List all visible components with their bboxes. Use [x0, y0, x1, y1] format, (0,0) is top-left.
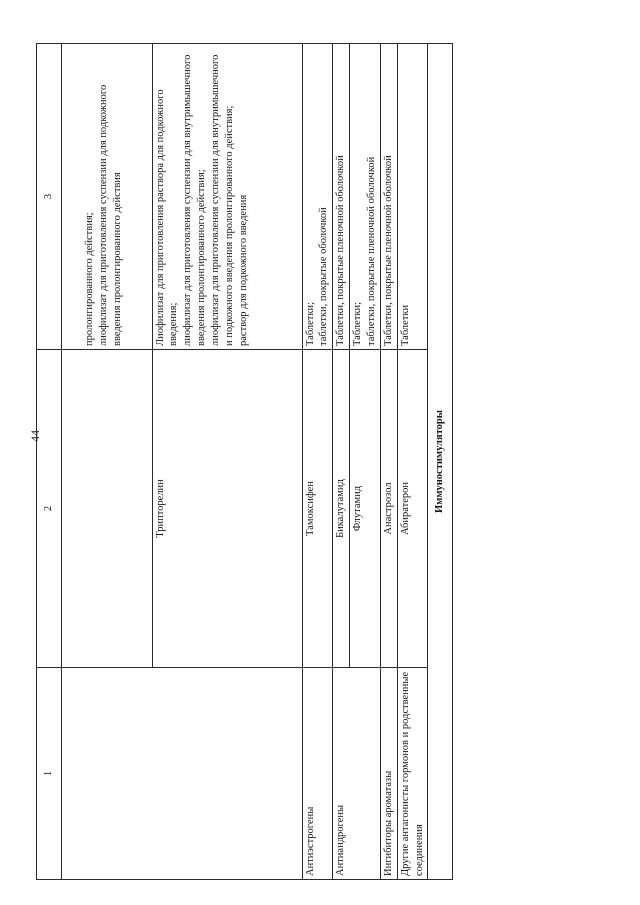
row-4-form-0: Таблетки; — [352, 301, 364, 346]
table-header-row — [37, 44, 62, 880]
table-row — [333, 44, 350, 880]
row-2-col3 — [302, 44, 333, 350]
table-row — [152, 44, 302, 880]
row-1-form-2: лиофилизат для приготовления суспензии для внутримышечного и подкожного введения пролонгированного действия; — [209, 54, 235, 346]
section-title: Иммуностимуляторы — [428, 44, 453, 880]
header-col-1: 1 — [37, 668, 62, 880]
row-6-col3 — [397, 44, 428, 350]
row-0-form-1: лиофилизат для приготовления суспензии для подкожного введения пролонгированного действия — [97, 84, 123, 346]
row-0-col2 — [82, 350, 152, 668]
row-2-form-1: таблетки, покрытые оболочкой — [318, 207, 330, 346]
rotated-table-area — [36, 44, 526, 880]
row-5-col2: Анастрозол — [380, 350, 397, 668]
row-4-col2: Флутамид — [350, 350, 381, 668]
row-0-col1 — [82, 668, 152, 880]
row-3-col1: Антиандрогены — [333, 668, 350, 880]
row-6-col1: Другие антагонисты гормонов и родственные соединения — [397, 668, 428, 880]
row-1-form-3: раствор для подкожного введения — [237, 194, 249, 346]
row-6-col2: Абиратерон — [397, 350, 428, 668]
row-6-form-0: Таблетки — [399, 304, 411, 346]
header-col-3: 3 — [37, 44, 62, 350]
row-1-form-1: лиофилизат для приготовления суспензии для внутримышечного введения пролонгированного действия; — [182, 54, 208, 346]
table-row — [397, 44, 428, 880]
row-5-col1: Ингибиторы ароматазы — [380, 668, 397, 880]
row-3-form-0: Таблетки, покрытые пленочной оболочкой — [335, 155, 347, 346]
row-5-col3 — [380, 44, 397, 350]
header-col-2: 2 — [37, 350, 62, 668]
table-spacer-row — [62, 44, 83, 880]
drug-table — [36, 43, 453, 880]
row-1-col3 — [152, 44, 302, 350]
row-4-col1 — [350, 668, 381, 880]
row-1-col1 — [152, 668, 302, 880]
row-5-form-0: Таблетки, покрытые пленочной оболочкой — [382, 155, 394, 346]
row-1-form-0: Лиофилизат для приготовления раствора для подкожного введения; — [154, 89, 180, 346]
row-3-col2: Бикалутамид — [333, 350, 350, 668]
row-4-col3 — [350, 44, 381, 350]
row-2-col2: Тамоксифен — [302, 350, 333, 668]
row-0-col3 — [82, 44, 152, 350]
page-number: 44 — [28, 430, 42, 442]
table-row — [350, 44, 381, 880]
row-1-col2: Трипторелин — [152, 350, 302, 668]
row-4-form-1: таблетки, покрытые пленочной оболочкой — [365, 156, 377, 346]
row-0-form-0: пролонгированного действия; — [84, 212, 95, 346]
table-row — [380, 44, 397, 880]
row-3-col3 — [333, 44, 350, 350]
table-row — [302, 44, 333, 880]
row-2-col1: Антиэстрогены — [302, 668, 333, 880]
table-row — [82, 44, 152, 880]
section-row — [428, 44, 453, 880]
row-2-form-0: Таблетки; — [304, 301, 316, 346]
